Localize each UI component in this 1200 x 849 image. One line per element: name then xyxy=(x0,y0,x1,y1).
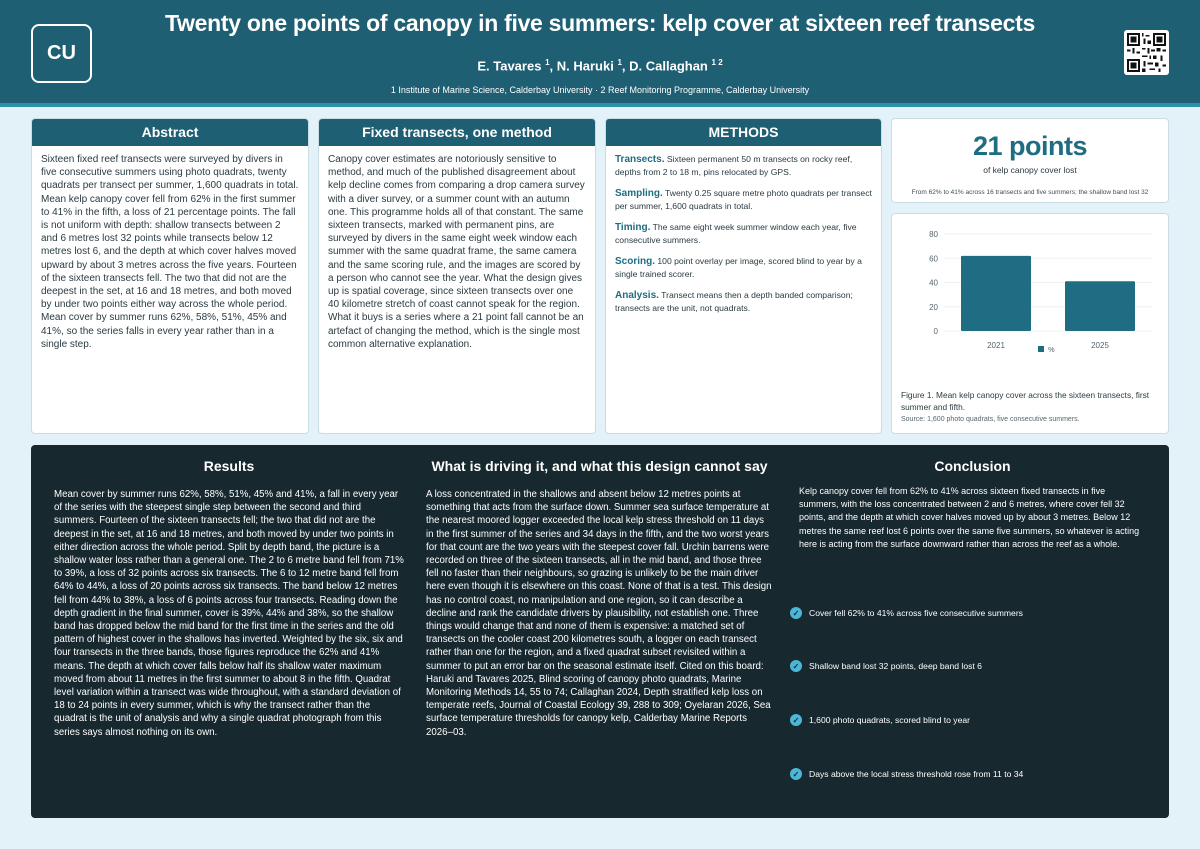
x-tick-label: 2021 xyxy=(987,341,1005,350)
abstract-text: Sixteen fixed reef transects were surveyed by divers in five consecutive summers using photo quadrats, twenty quadrats per transect per summer, 1,600 quadrats in total. Mean kelp canopy cover fell from 62% in the first summer to 41% in the fifth, a loss of 21 percentage points. The fall is not uniform with depth: shallow transects between 2 and 6 metres lost 32 points while transects below 12 metres lost 6, and the depth at which cover halves moved upward by about 3 metres across the five years. Fourteen of the sixteen transects fell. The two that did not are the deepest in the set, at 16 and 18 metres, and both moved by under two points either way across the whole period. Mean cover by summer runs 62%, 58%, 51%, 45% and 41%, so the series falls in every year rather than in a single step. xyxy=(41,154,299,350)
methods-item-text: Twenty 0.25 square metre photo quadrats per transect per summer, 1,600 quadrats in total. xyxy=(615,188,872,211)
methods-item-text: Sixteen permanent 50 m transects on rocky reef, depths from 2 to 18 m, pins relocated by GPS. xyxy=(615,154,853,177)
figure-source: Source: 1,600 photo quadrats, five consecutive summers. xyxy=(901,416,1080,423)
methods-item xyxy=(615,221,872,246)
author-name: D. Callaghan xyxy=(629,58,708,74)
author-affil-mark: 1 xyxy=(545,58,550,67)
findings-panel xyxy=(31,445,1169,818)
figure-card xyxy=(891,213,1169,434)
check-text: Shallow band lost 32 points, deep band lost 6 xyxy=(809,661,982,671)
x-tick-label: 2025 xyxy=(1091,341,1109,350)
conclusion-check-item xyxy=(790,714,970,726)
y-tick-label: 0 xyxy=(933,327,938,336)
methods-item-key: Sampling. xyxy=(615,188,663,199)
results-text: Mean cover by summer runs 62%, 58%, 51%, 45% and 41%, a fall in every year of the series with the steepest single step between the second and third summers. Fourteen of the sixteen transects fell; the two that did not are the deepest in the set, at 16 and 18 metres, and both moved by under two points in either direction across the whole period. Split by depth band, the picture is a shallow water loss rather than a general one. The 2 to 6 metre band fell from 71% to 39%, a loss of 32 points across six transects. The 6 to 12 metre band fell from 64% to 44%, a loss of 20 points across six transects. The band below 12 metres fell from 44% to 38%, a loss of 6 points across four transects. Reading down the depth gradient in the final summer, cover is 39%, 44% and 38%, so the shallow band has dropped below the mid band for the first time in the series and the old pattern of highest cover in the shallows has inverted. Weighted by the six, six and four transects in the three bands, those figures reproduce the 62% and 41% means. The depth at which cover falls below half its shallow water maximum moved from about 11 metres in the first summer to about 8 in the fifth. Quadrat level variation within a transect was wide throughout, with a standard deviation of 18 to 24 points in every summer, which is why the transect rather than the quadrat is the unit of analysis and why a single quadrat photograph from this series says almost nothing on its own. xyxy=(54,489,404,738)
check-text: 1,600 photo quadrats, scored blind to year xyxy=(809,715,971,725)
university-logo xyxy=(31,24,92,83)
check-circle-icon: ✓ xyxy=(790,607,802,619)
driving-heading: What is driving it, and what this design cannot say xyxy=(431,458,768,474)
methods-card xyxy=(605,118,882,434)
conclusion-check-item xyxy=(790,607,1023,619)
results-heading: Results xyxy=(203,458,255,474)
conclusion-text: Kelp canopy cover fell from 62% to 41% across sixteen fixed transects in five summers, with the loss concentrated between 2 and 6 metres, where cover fell 32 points, and the depth at which cover halves moved up by about 3 metres. Below 12 metres the same reef lost 6 points over the same five summers, so whatever is acting here is acting from the surface downward rather than across the reef as a whole. xyxy=(799,486,1140,549)
conclusion-check-item xyxy=(790,768,1023,780)
headline-stat-label: of kelp canopy cover lost xyxy=(983,165,1077,175)
methods-item xyxy=(615,255,872,280)
fixed-transects-heading: Fixed transects, one method xyxy=(319,119,595,146)
headline-stat-value: 21 points xyxy=(972,131,1088,161)
author-affil-mark: 1 xyxy=(617,58,622,67)
methods-item-key: Analysis. xyxy=(615,290,659,301)
check-text: Cover fell 62% to 41% across five consecutive summers xyxy=(809,608,1023,618)
methods-item xyxy=(615,187,872,212)
methods-list xyxy=(606,146,881,314)
abstract-heading: Abstract xyxy=(32,119,308,146)
methods-item-key: Timing. xyxy=(615,222,651,233)
fixed-transects-text: Canopy cover estimates are notoriously sensitive to method, and much of the published disagreement about kelp decline comes from comparing a drop camera survey with a diver survey, or a summer count with an autumn one. This programme holds all of that constant. The same sixteen transects, marked with permanent pins, are surveyed by divers in the same eight week window each summer with the same quadrat frame, the same camera and the same scoring rule, and the images are scored by a person who cannot see the year. What the design gives up is spatial coverage, since sixteen transects over one 40 kilometre stretch of coast cannot speak for the region. What it buys is a series where a 21 point fall cannot be an artefact of changing the method, which is the single most common alternative explanation. xyxy=(328,154,585,350)
author-name: E. Tavares xyxy=(477,58,542,74)
qr-code-icon[interactable] xyxy=(1124,30,1169,75)
y-tick-label: 60 xyxy=(929,254,938,264)
legend-label: % xyxy=(1048,345,1055,354)
abstract-card xyxy=(31,118,309,434)
methods-item-key: Transects. xyxy=(615,154,665,165)
logo-text: CU xyxy=(47,42,76,64)
fixed-transects-card xyxy=(318,118,596,434)
bar-2021 xyxy=(961,256,1031,331)
author-name: N. Haruki xyxy=(556,58,614,74)
methods-item-text: 100 point overlay per image, scored blind to year by a single trained scorer. xyxy=(615,256,862,279)
poster-title: Twenty one points of canopy in five summers: kelp cover at sixteen reef transects xyxy=(165,10,1035,36)
author-affil-mark: 1 2 xyxy=(711,58,723,67)
author-list: E. Tavares $^1$, N. Haruki $^1$, D. Callaghan $^{1 2}$ xyxy=(477,58,723,74)
legend-swatch xyxy=(1038,346,1044,352)
check-text: Days above the local stress threshold rose from 11 to 34 xyxy=(809,769,1024,779)
methods-heading: METHODS xyxy=(606,119,881,146)
check-circle-icon: ✓ xyxy=(790,768,802,780)
methods-item-key: Scoring. xyxy=(615,256,656,267)
check-circle-icon: ✓ xyxy=(790,660,802,672)
affiliations: 1 Institute of Marine Science, Calderbay University · 2 Reef Monitoring Programme, Calderbay University xyxy=(390,85,810,95)
methods-item xyxy=(615,289,872,314)
methods-item-text: Transect means then a depth banded comparison; transects are the unit, not quadrats. xyxy=(615,290,853,313)
bar-2025 xyxy=(1065,281,1135,331)
conclusion-check-item xyxy=(790,660,982,672)
driving-text: A loss concentrated in the shallows and absent below 12 metres points at something that acts from the surface down. Summer sea surface temperature at the nearest moored logger exceeded the local kelp stress threshold on 11 days in the first summer of the series and 34 days in the fifth, and the two worst years for that count are the two years with the steepest cover fall. Urchin barrens were recorded on three of the sixteen transects, all in the mid band, and those three fell no faster than their neighbours, so grazing is unlikely to be the main driver here even though it is elsewhere on this coast. None of that is a test. This design has no control coast, no manipulation and one region, so it can describe a decline and rank the candidate drivers by plausibility, not establish one. Three things would change that and none of them is expensive: a matched set of transects on the cooler coast 200 kilometres south, a logger on each transect rather than one for the region, and a fixed quadrat subset revisited within a summer to put an error bar on the seasonal estimate itself. Cited on this board: Haruki and Tavares 2025, Blind scoring of canopy photo quadrats, Marine Monitoring Methods 14, 55 to 74; Callaghan 2024, Depth stratified kelp loss on temperate reefs, Journal of Coastal Ecology 39, 288 to 309; Oyelaran 2026, Sea surface temperature thresholds for canopy kelp, Calderbay Marine Reports 2026–03. xyxy=(426,489,772,738)
check-circle-icon: ✓ xyxy=(790,714,802,726)
cover-bar-chart xyxy=(892,214,1168,384)
methods-item-text: The same eight week summer window each year, five consecutive summers. xyxy=(615,222,857,245)
y-tick-label: 40 xyxy=(929,278,938,288)
figure-caption: Figure 1. Mean kelp canopy cover across the sixteen transects, first summer and fifth. xyxy=(901,390,1150,412)
methods-item xyxy=(615,153,872,178)
poster-header xyxy=(0,0,1200,107)
y-tick-label: 20 xyxy=(929,302,938,312)
conclusion-heading: Conclusion xyxy=(934,458,1011,474)
headline-stat-card xyxy=(891,118,1169,203)
headline-stat-note: From 62% to 41% across 16 transects and five summers; the shallow band lost 32 xyxy=(911,189,1149,196)
y-tick-label: 80 xyxy=(929,230,938,239)
